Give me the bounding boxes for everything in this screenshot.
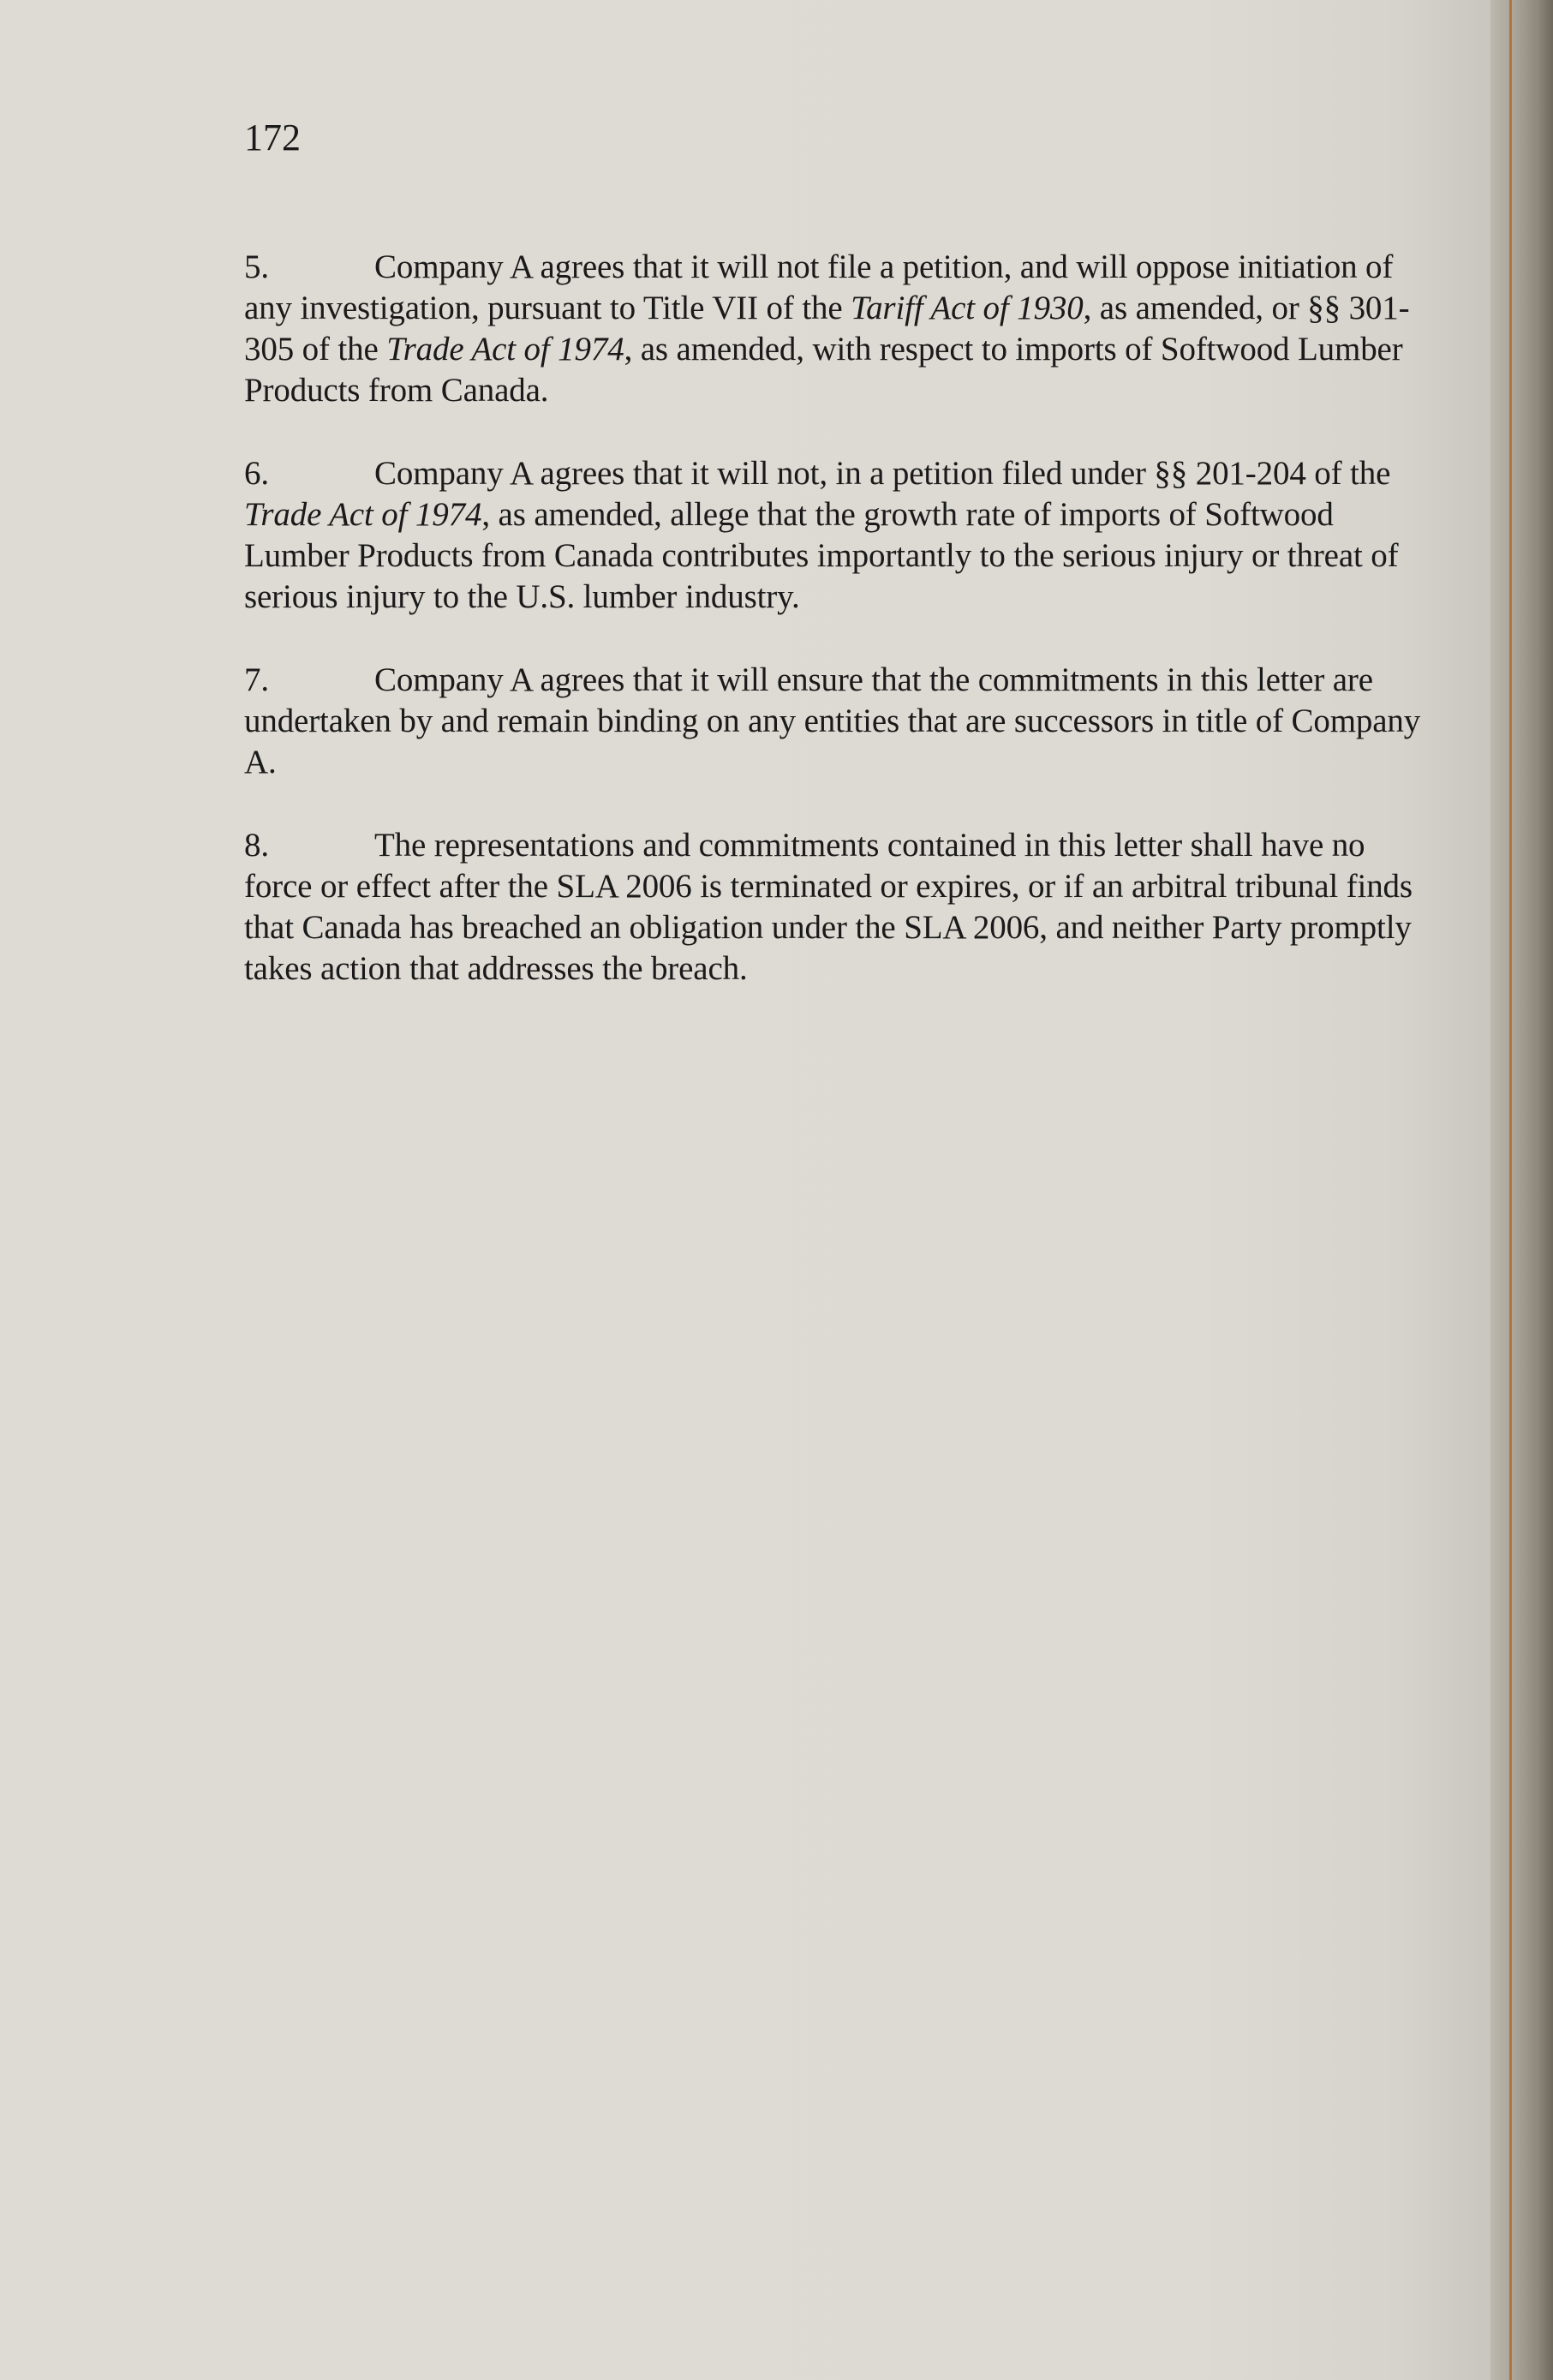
paragraph-5 — [244, 247, 1435, 411]
paragraph-6 — [244, 453, 1435, 618]
paragraph-text: The representations and commitments contained in this letter shall have no force or effect after the SLA 2006 is terminated or expires, or if an arbitral tribunal finds that Canada has breached an obligation under the SLA 2006, and neither Party promptly takes action that addresses the breach. — [244, 827, 1413, 987]
paragraph-number: 5. — [244, 248, 269, 285]
paragraph-text: , as amended, allege that the growth rate of imports of Softwood Lumber Products from Canada contributes importantly to the serious injury or threat of serious injury to the U.S. lumber industry. — [244, 496, 1399, 615]
paragraph-number: 8. — [244, 827, 269, 864]
paragraph-8 — [244, 825, 1435, 990]
paragraph-text: , as amended, or §§ 301-305 of the — [244, 290, 1410, 368]
paragraph-text: Company A agrees that it will not, in a petition filed under §§ 201-204 of the — [374, 455, 1391, 492]
show-through-texture — [248, 1062, 1413, 2219]
book-spine-shadow — [1490, 0, 1553, 2380]
letter-body — [244, 247, 1435, 1032]
act-title: Trade Act of 1974 — [244, 496, 482, 533]
paragraph-number: 6. — [244, 455, 269, 492]
paragraph-text: , as amended, with respect to imports of Softwood Lumber Products from Canada. — [244, 331, 1403, 409]
paragraph-number: 7. — [244, 661, 269, 698]
act-title: Trade Act of 1974 — [386, 331, 624, 368]
page-edge-line — [1509, 0, 1512, 2380]
paragraph-text: Company A agrees that it will not file a petition, and will oppose initiation of any investigation, pursuant to Title VII of the — [244, 248, 1394, 326]
page-number: 172 — [244, 117, 301, 158]
paragraph-7 — [244, 660, 1435, 783]
act-title: Tariff Act of 1930 — [851, 290, 1084, 326]
paragraph-text: Company A agrees that it will ensure that the commitments in this letter are undertaken by and remain binding on any entities that are successors in title of Company A. — [244, 661, 1421, 780]
